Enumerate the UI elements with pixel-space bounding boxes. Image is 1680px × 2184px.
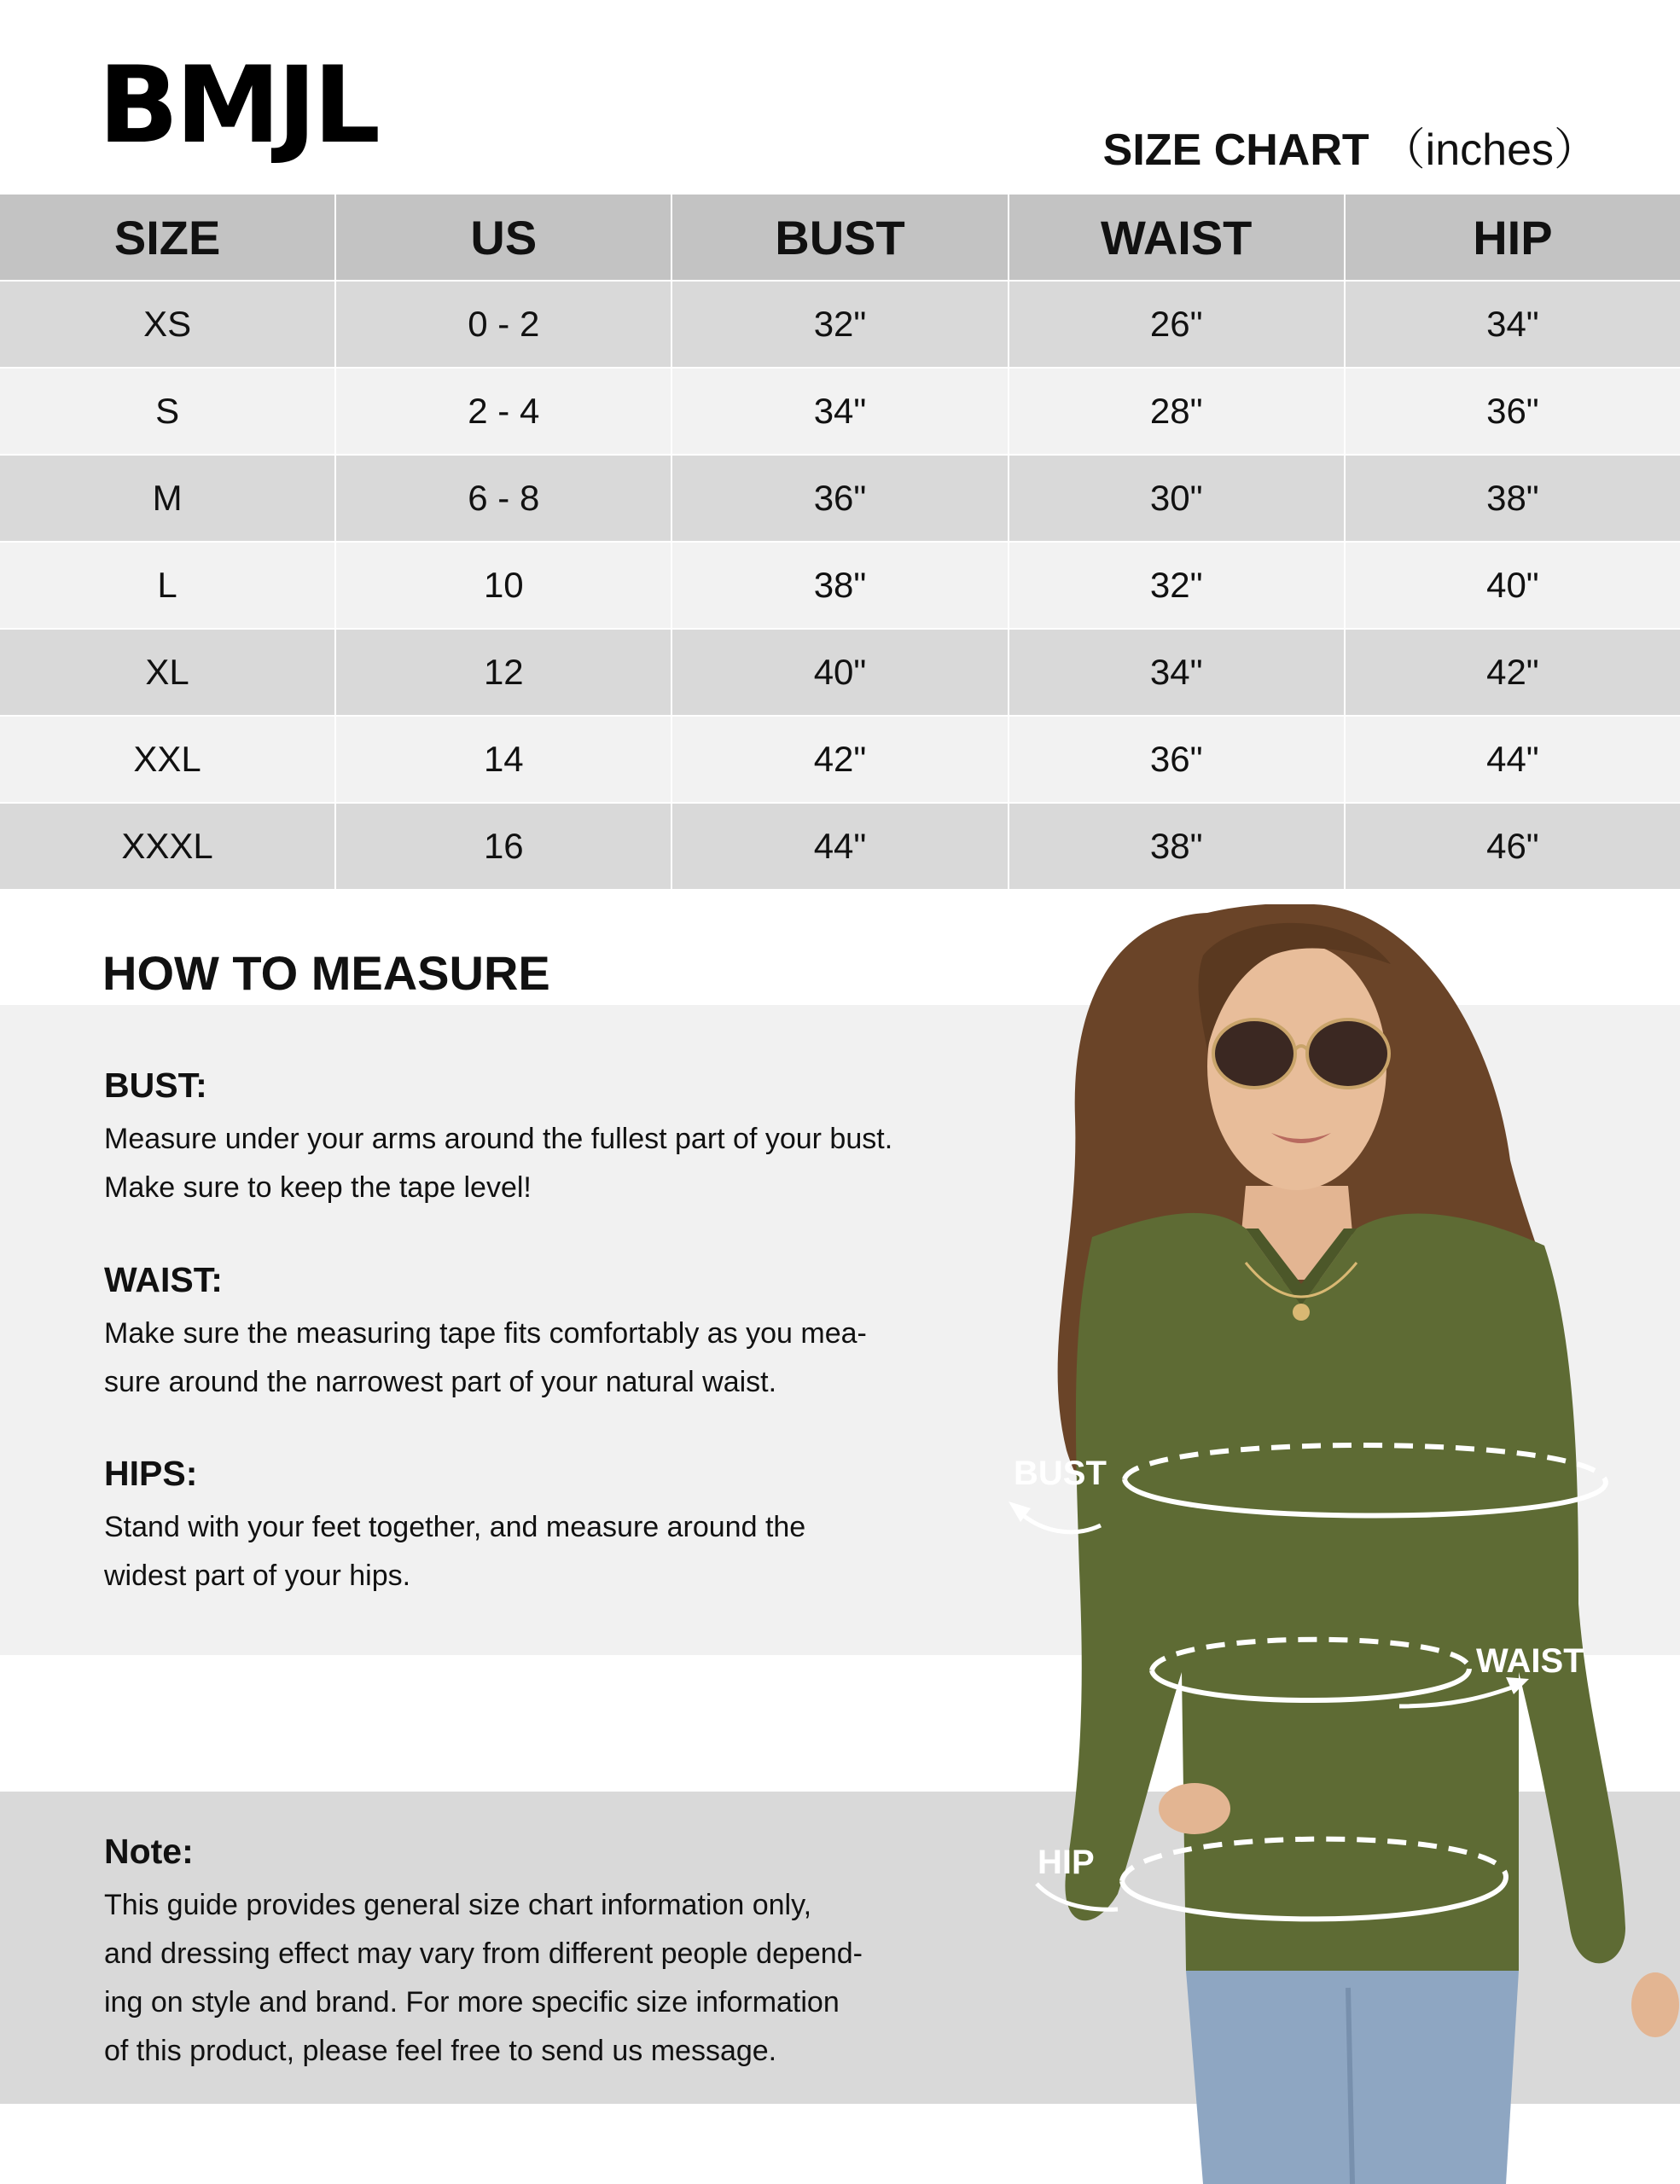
bust-label: BUST bbox=[1014, 1455, 1107, 1492]
how-to-measure-heading: HOW TO MEASURE bbox=[102, 946, 550, 1000]
cell-us: 10 bbox=[336, 543, 672, 628]
cell-waist: 26" bbox=[1009, 282, 1346, 367]
size-chart-title bbox=[1102, 125, 1598, 175]
cell-hip: 34" bbox=[1486, 304, 1539, 344]
cell-bust: 42" bbox=[672, 717, 1009, 802]
cell-size: S bbox=[0, 369, 336, 454]
cell-hip: 42" bbox=[1486, 652, 1539, 692]
table-row bbox=[0, 717, 1680, 804]
necklace-pendant-icon bbox=[1293, 1304, 1310, 1321]
cell-waist: 30" bbox=[1009, 456, 1346, 541]
cell-waist: 34" bbox=[1009, 630, 1346, 715]
table-row bbox=[0, 282, 1680, 369]
table-row bbox=[0, 630, 1680, 717]
note-title: Note: bbox=[104, 1832, 194, 1871]
waist-title: WAIST: bbox=[104, 1260, 223, 1299]
bust-title: BUST: bbox=[104, 1066, 207, 1105]
cell-size: M bbox=[0, 456, 336, 541]
cell-hip: 46" bbox=[1486, 826, 1539, 866]
cell-waist: 32" bbox=[1009, 543, 1346, 628]
cell-bust: 44" bbox=[672, 804, 1009, 889]
cell-us: 0 - 2 bbox=[336, 282, 672, 367]
model-hand bbox=[1159, 1783, 1230, 1834]
cell-hip: 36" bbox=[1486, 391, 1539, 431]
model-photo bbox=[990, 904, 1680, 2184]
note-line: This guide provides general size chart information only, bbox=[104, 1889, 812, 1922]
cell-hip: 40" bbox=[1486, 565, 1539, 605]
cell-waist: 38" bbox=[1009, 804, 1346, 889]
size-chart-title-text: SIZE CHART bbox=[1102, 125, 1369, 175]
table-row bbox=[0, 804, 1680, 891]
cell-us: 16 bbox=[336, 804, 672, 889]
waist-line: Make sure the measuring tape fits comfortably as you mea- bbox=[104, 1317, 867, 1350]
cell-us: 14 bbox=[336, 717, 672, 802]
header-us: US bbox=[336, 195, 672, 280]
cell-waist: 36" bbox=[1009, 717, 1346, 802]
waist-instructions bbox=[104, 1258, 957, 1407]
hips-line: widest part of your hips. bbox=[104, 1560, 411, 1593]
hips-instructions bbox=[104, 1451, 957, 1600]
note-block bbox=[104, 1829, 957, 2076]
waist-line: sure around the narrowest part of your natural waist. bbox=[104, 1366, 777, 1399]
model-right-hand bbox=[1631, 1972, 1679, 2037]
brand-logo: BMJL bbox=[98, 44, 378, 167]
note-line: ing on style and brand. For more specific size information bbox=[104, 1986, 840, 2019]
table-row bbox=[0, 369, 1680, 456]
waist-label: WAIST bbox=[1476, 1642, 1584, 1680]
header-bust: BUST bbox=[672, 195, 1009, 280]
cell-size: XXXL bbox=[0, 804, 336, 889]
cell-bust: 38" bbox=[672, 543, 1009, 628]
bust-line: Make sure to keep the tape level! bbox=[104, 1171, 532, 1205]
cell-bust: 34" bbox=[672, 369, 1009, 454]
table-header-row bbox=[0, 195, 1680, 282]
cell-waist: 28" bbox=[1009, 369, 1346, 454]
cell-hip: 44" bbox=[1486, 739, 1539, 779]
note-line: of this product, please feel free to send us message. bbox=[104, 2035, 777, 2068]
cell-size: XS bbox=[0, 282, 336, 367]
hips-title: HIPS: bbox=[104, 1454, 198, 1493]
size-table bbox=[0, 195, 1680, 891]
cell-us: 2 - 4 bbox=[336, 369, 672, 454]
hip-label: HIP bbox=[1038, 1844, 1095, 1881]
size-chart-unit: （inches） bbox=[1381, 125, 1598, 175]
cell-bust: 40" bbox=[672, 630, 1009, 715]
header-waist: WAIST bbox=[1009, 195, 1346, 280]
table-row bbox=[0, 543, 1680, 630]
header-size: SIZE bbox=[0, 195, 336, 280]
cell-us: 12 bbox=[336, 630, 672, 715]
header-hip: HIP bbox=[1473, 210, 1553, 264]
cell-bust: 32" bbox=[672, 282, 1009, 367]
cell-bust: 36" bbox=[672, 456, 1009, 541]
bust-line: Measure under your arms around the fullest part of your bust. bbox=[104, 1123, 893, 1156]
cell-hip: 38" bbox=[1486, 478, 1539, 518]
bust-instructions bbox=[104, 1063, 957, 1212]
cell-size: L bbox=[0, 543, 336, 628]
cell-size: XXL bbox=[0, 717, 336, 802]
table-row bbox=[0, 456, 1680, 543]
cell-size: XL bbox=[0, 630, 336, 715]
cell-us: 6 - 8 bbox=[336, 456, 672, 541]
hips-line: Stand with your feet together, and measure around the bbox=[104, 1511, 806, 1544]
note-line: and dressing effect may vary from different people depend- bbox=[104, 1937, 863, 1971]
